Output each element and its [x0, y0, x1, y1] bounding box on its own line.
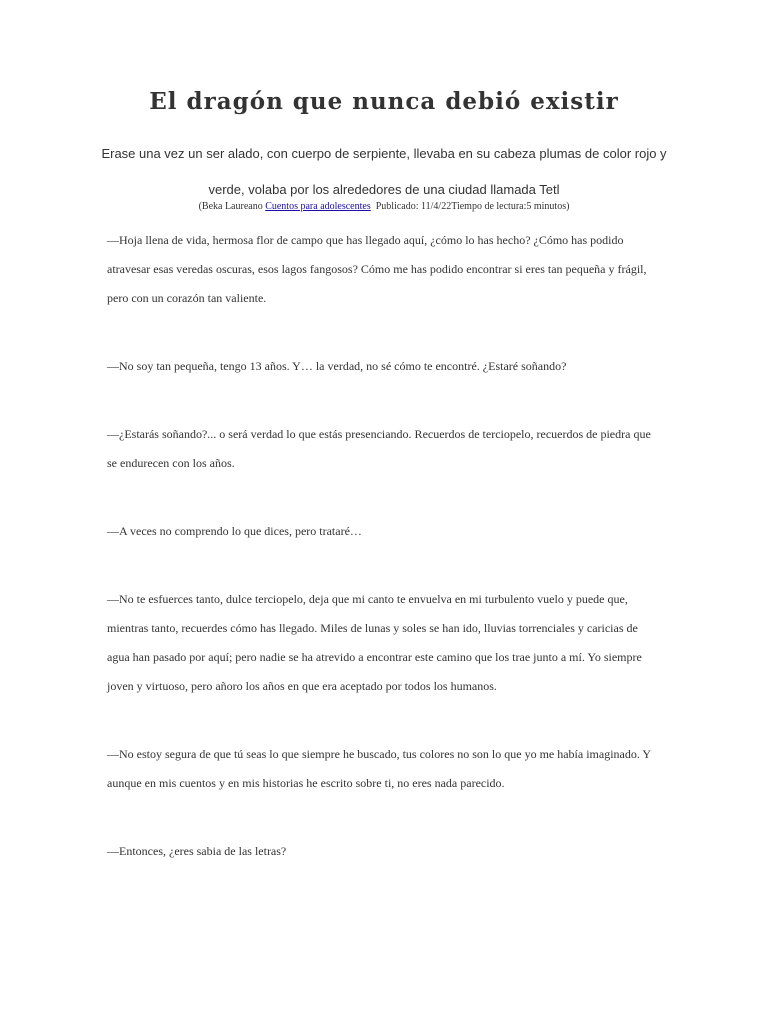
paragraph-6: —No estoy segura de que tú seas lo que siempre he buscado, tus colores no son lo que yo me había imaginado. Y aunque en mis cuentos y en mis historias he escrito sobre ti, no eres nada parecido. [107, 747, 651, 790]
article-meta [0, 201, 768, 212]
article-subtitle: Erase una vez un ser alado, con cuerpo de serpiente, llevaba en su cabeza plumas de color rojo y verde, volaba por los alrededores de una ciudad llamada Tetl [101, 146, 667, 197]
paragraph-4: —A veces no comprendo lo que dices, pero trataré… [107, 524, 362, 538]
category-link[interactable]: Cuentos para adolescentes [265, 201, 371, 212]
paragraph-2: —No soy tan pequeña, tengo 13 años. Y… la verdad, no sé cómo te encontré. ¿Estaré soñando? [107, 359, 567, 373]
paragraph-7: —Entonces, ¿eres sabia de las letras? [107, 844, 287, 858]
paragraph-1: —Hoja llena de vida, hermosa flor de campo que has llegado aquí, ¿cómo lo has hecho? ¿Cómo has podido atravesar esas veredas oscuras, esos lagos fangosos? Cómo me has podido encontrar si eres tan pequeña y frágil, pero con un corazón tan valiente. [107, 233, 647, 305]
meta-reading-time: Tiempo de lectura:5 minutos) [451, 201, 570, 212]
meta-published: Publicado: 11/4/22 [370, 201, 452, 212]
paragraph-5: —No te esfuerces tanto, dulce terciopelo, deja que mi canto te envuelva en mi turbulento vuelo y puede que, mientras tanto, recuerdes cómo has llegado. Miles de lunas y soles se han ido, lluvias torrenciales y caricias de agua han pasado por aquí; pero nadie se ha atrevido a encontrar este camino que los trae junto a mí. Yo siempre joven y virtuoso, pero añoro los años en que era aceptado por todos los humanos. [107, 592, 642, 693]
meta-author: (Beka Laureano [198, 201, 266, 212]
article-title: El dragón que nunca debió existir [149, 88, 619, 115]
paragraph-3: —¿Estarás soñando?... o será verdad lo que estás presenciando. Recuerdos de terciopelo, recuerdos de piedra que se endurecen con los años. [107, 427, 651, 470]
